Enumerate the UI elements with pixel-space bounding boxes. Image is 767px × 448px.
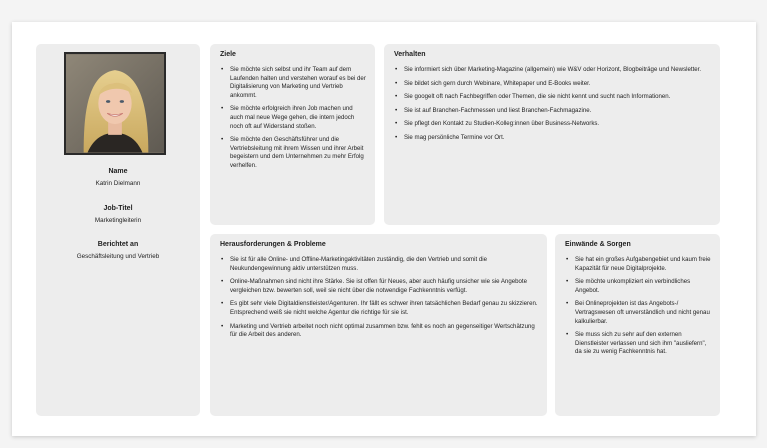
portrait-illustration [66,54,164,153]
job-value: Marketingleiterin [94,217,142,224]
list-item: • Sie pflegt den Kontakt zu Studien-Kolleg:innen über Business-Networks. [394,120,712,129]
profile-photo [64,52,166,155]
list-item: • Sie hat ein großes Aufgabengebiet und kaum freie Kapazität für neue Digitalprojekte. [565,256,712,273]
name-field [36,167,200,188]
name-value: Katrin Dielmann [95,180,141,187]
profile-card [36,44,200,416]
challenges-title: Herausforderungen & Probleme [220,241,326,248]
list-item: • Sie möchte sich selbst und ihr Team auf dem Laufenden halten und verstehen worauf es bei der Digitalisierung von Marketing und Vertrieb ankommt. [220,66,367,100]
list-item: • Online-Maßnahmen sind nicht ihre Stärke. Sie ist offen für Neues, aber auch häufig unsicher wie sie Angebote vergleichen bzw. bewerten soll, weil sie nicht über die notwendige Fachkenntnis verfügt. [220,278,539,295]
reports-field [36,240,200,261]
behavior-card [384,44,720,225]
persona-sheet [12,22,756,436]
list-item: • Sie möchte den Geschäftsführer und die Vertriebsleitung mit ihrem Wissen und ihrer Arbeit begeistern und dem Unternehmen zu mehr Erfolg verhelfen. [220,136,367,170]
objections-list [565,256,712,362]
challenges-list [220,256,539,345]
job-field [36,204,200,225]
list-item: • Marketing und Vertrieb arbeitet noch nicht optimal zusammen bzw. fehlt es noch an gegenseitiger Wertschätzung für die Arbeit des anderen. [220,323,539,340]
list-item: • Sie ist für alle Online- und Offline-Marketingaktivitäten zuständig, die den Vertrieb und somit die Neukundengewinnung aktiv unterstützen muss. [220,256,539,273]
list-item: • Sie möchte unkompliziert ein verbindliches Angebot. [565,278,712,295]
challenges-card [210,234,547,416]
goals-list [220,66,367,176]
name-label: Name [108,168,128,175]
goals-card [210,44,375,225]
list-item: • Bei Onlineprojekten ist das Angebots-/ Vertragswesen oft unverständlich und nicht genau kalkulierbar. [565,300,712,326]
reports-value: Geschäftsleitung und Vertrieb [76,253,160,260]
objections-title: Einwände & Sorgen [565,241,631,248]
goals-title: Ziele [220,51,236,58]
list-item: • Sie möchte erfolgreich ihren Job machen und auch mal neue Wege gehen, die intern jedoch noch oft auf Widerstand stoßen. [220,105,367,131]
list-item: • Sie ist auf Branchen-Fachmessen und liest Branchen-Fachmagazine. [394,107,712,116]
job-label: Job-Titel [103,205,133,212]
list-item: • Sie bildet sich gern durch Webinare, Whitepaper und E-Books weiter. [394,80,712,89]
objections-card [555,234,720,416]
behavior-list [394,66,712,148]
list-item: • Es gibt sehr viele Digitaldienstleister/Agenturen. Ihr fällt es schwer ihren tatsächlichen Bedarf genau zu skizzieren. Entsprechend weiß sie nicht welche Agentur die richtige für sie ist. [220,300,539,317]
list-item: • Sie mag persönliche Termine vor Ort. [394,134,712,143]
behavior-title: Verhalten [394,51,426,58]
reports-label: Berichtet an [97,241,139,248]
list-item: • Sie googelt oft nach Fachbegriffen oder Themen, die sie nicht kennt und sucht nach Informationen. [394,93,712,102]
list-item: • Sie informiert sich über Marketing-Magazine (allgemein) wie W&V oder Horizont, Blogbeiträge und Newsletter. [394,66,712,75]
list-item: • Sie muss sich zu sehr auf den externen Dienstleister verlassen und sich ihm "ausliefern", da sie zu wenig Fachkenntnis hat. [565,331,712,357]
